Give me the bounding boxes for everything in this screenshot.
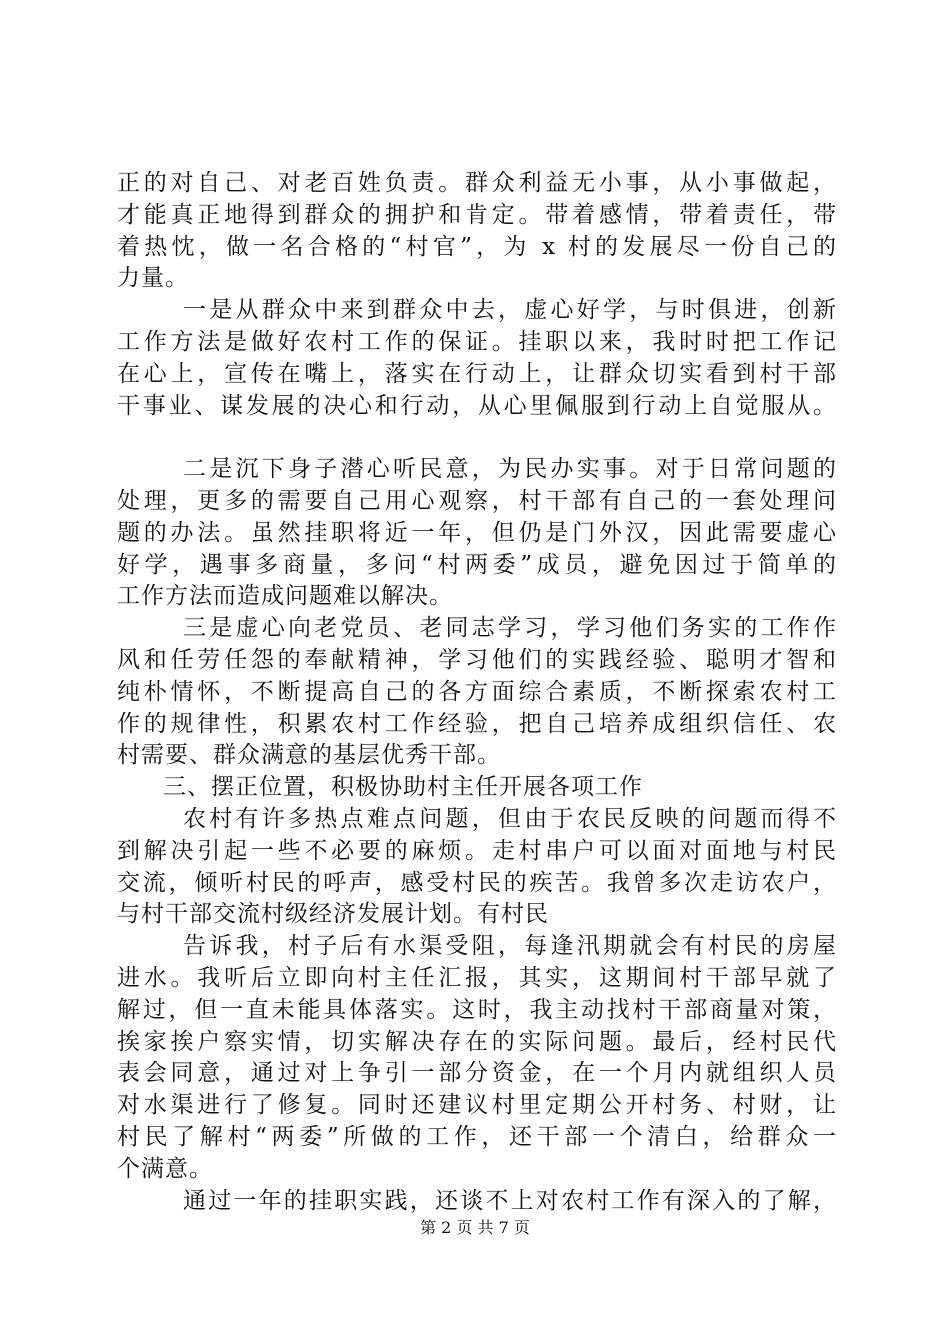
text-line: 正的对自己、对老百姓负责。群众利益无小事，从小事做起， <box>117 170 837 196</box>
text-line: 干事业、谋发展的决心和行动，从心里佩服到行动上自觉服从。 <box>117 392 837 419</box>
paragraph-start-line: 通过一年的挂职实践，还谈不上对农村工作有深入的了解， <box>183 1187 837 1214</box>
text-line: 才能真正地得到群众的拥护和肯定。带着感情，带着责任，带 <box>117 201 837 228</box>
text-line: 挨家挨户察实情，切实解决存在的实际问题。最后，经村民代 <box>117 1028 837 1055</box>
page-number-footer: 第 2 页 共 7 页 <box>420 1218 530 1237</box>
text-line: 工作方法是做好农村工作的保证。挂职以来，我时时把工作记 <box>117 328 837 355</box>
text-line: 个满意。 <box>117 1155 213 1182</box>
paragraph-start-line: 告诉我，村子后有水渠受阻，每逢汛期就会有村民的房屋 <box>183 933 837 960</box>
text-line: 着热忱，做一名合格的“村官”，为 x 村的发展尽一份自己的 <box>117 233 837 260</box>
text-line: 对水渠进行了修复。同时还建议村里定期公开村务、村财，让 <box>117 1092 837 1119</box>
text-line: 力量。 <box>117 265 189 292</box>
paragraph-start-line: 三是虚心向老党员、老同志学习，学习他们务实的工作作 <box>183 615 837 642</box>
text-line: 交流，倾听村民的呼声，感受村民的疾苦。我曾多次走访农户， <box>117 869 837 896</box>
paragraph-start-line: 农村有许多热点难点问题，但由于农民反映的问题而得不 <box>183 805 837 832</box>
text-line: 工作方法而造成问题难以解决。 <box>117 583 453 610</box>
text-line: 好学，遇事多商量，多问“村两委”成员，避免因过于简单的 <box>117 551 837 578</box>
text-line: 与村干部交流村级经济发展计划。有村民 <box>117 901 549 928</box>
text-line: 作的规律性，积累农村工作经验，把自己培养成组织信任、农 <box>117 710 837 737</box>
section-heading: 三、摆正位置，积极协助村主任开展各项工作 <box>163 774 643 801</box>
text-line: 村需要、群众满意的基层优秀干部。 <box>117 742 501 769</box>
text-line: 村民了解村“两委”所做的工作，还干部一个清白，给群众一 <box>117 1123 837 1150</box>
document-body <box>117 168 837 1217</box>
text-line: 表会同意，通过对上争引一部分资金，在一个月内就组织人员 <box>117 1060 837 1087</box>
text-line: 进水。我听后立即向村主任汇报，其实，这期间村干部早就了 <box>117 964 837 991</box>
paragraph-gap <box>117 422 837 454</box>
text-line: 处理，更多的需要自己用心观察，村干部有自己的一套处理问 <box>117 487 837 514</box>
text-line: 风和任劳任怨的奉献精神，学习他们的实践经验、聪明才智和 <box>117 646 837 673</box>
text-line: 题的办法。虽然挂职将近一年，但仍是门外汉，因此需要虚心 <box>117 519 837 546</box>
text-line: 纯朴情怀，不断提高自己的各方面综合素质，不断探索农村工 <box>117 678 837 705</box>
paragraph-start-line: 二是沉下身子潜心听民意，为民办实事。对于日常问题的 <box>183 456 837 483</box>
paragraph-start-line: 一是从群众中来到群众中去，虚心好学，与时俱进，创新 <box>183 297 837 324</box>
text-line: 解过，但一直未能具体落实。这时，我主动找村干部商量对策， <box>117 996 837 1023</box>
text-line: 在心上，宣传在嘴上，落实在行动上，让群众切实看到村干部 <box>117 360 837 387</box>
text-line: 到解决引起一些不必要的麻烦。走村串户可以面对面地与村民 <box>117 837 837 864</box>
